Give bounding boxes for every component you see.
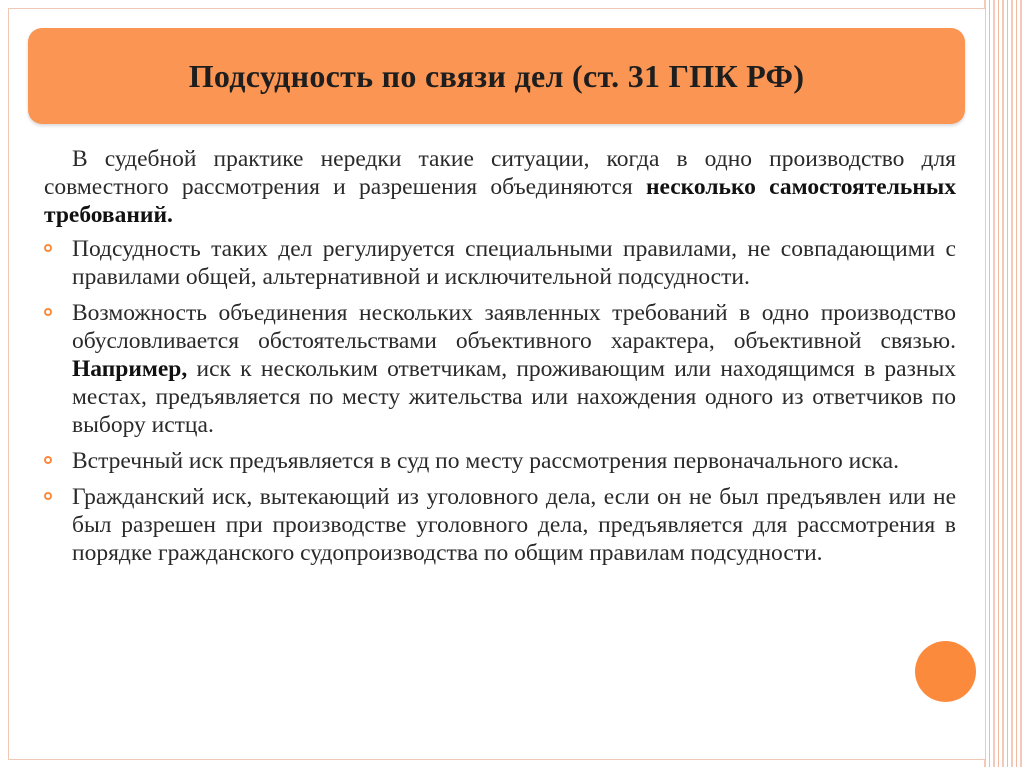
bullet-text: Возможность объединения нескольких заявленных требований в одно производство обусловливается обстоятельствами объективного характера, объективной связью.: [72, 300, 956, 354]
bullet-text: Гражданский иск, вытекающий из уголовного дела, если он не был предъявлен или не был разрешен при производстве уголовного дела, предъявляется для рассмотрения в порядке гражданского судопроизводства по общим правилам подсудности.: [72, 484, 956, 566]
decorative-stripes: [984, 0, 1024, 767]
decorative-circle: [915, 641, 976, 702]
slide-content: [44, 145, 956, 575]
bullet-item: [44, 483, 956, 567]
intro-bold-text: несколько самостоятельных требований.: [44, 174, 956, 228]
bullet-item: [44, 447, 956, 475]
title-bar: [28, 28, 965, 124]
bullet-item: [44, 299, 956, 439]
bullet-icon: [44, 456, 52, 464]
bullet-icon: [44, 492, 52, 500]
intro-text: В судебной практике нередки такие ситуации, когда в одно производство для совместного рассмотрения и разрешения объединяются: [44, 146, 956, 200]
intro-paragraph: [44, 145, 956, 229]
bullet-icon: [44, 244, 52, 252]
bullet-item: [44, 235, 956, 291]
bullet-bold-text: Например,: [72, 356, 188, 382]
bullet-icon: [44, 308, 52, 316]
bullet-text: Встречный иск предъявляется в суд по месту рассмотрения первоначального иска.: [72, 448, 899, 474]
bullet-text-continued: иск к нескольким ответчикам, проживающим или находящимся в разных местах, предъявляется по месту жительства или нахождения одного из ответчиков по выбору истца.: [72, 356, 956, 438]
bullet-text: Подсудность таких дел регулируется специальными правилами, не совпадающими с правилами общей, альтернативной и исключительной подсудности.: [72, 236, 956, 290]
slide-title: Подсудность по связи дел (ст. 31 ГПК РФ): [188, 57, 805, 94]
